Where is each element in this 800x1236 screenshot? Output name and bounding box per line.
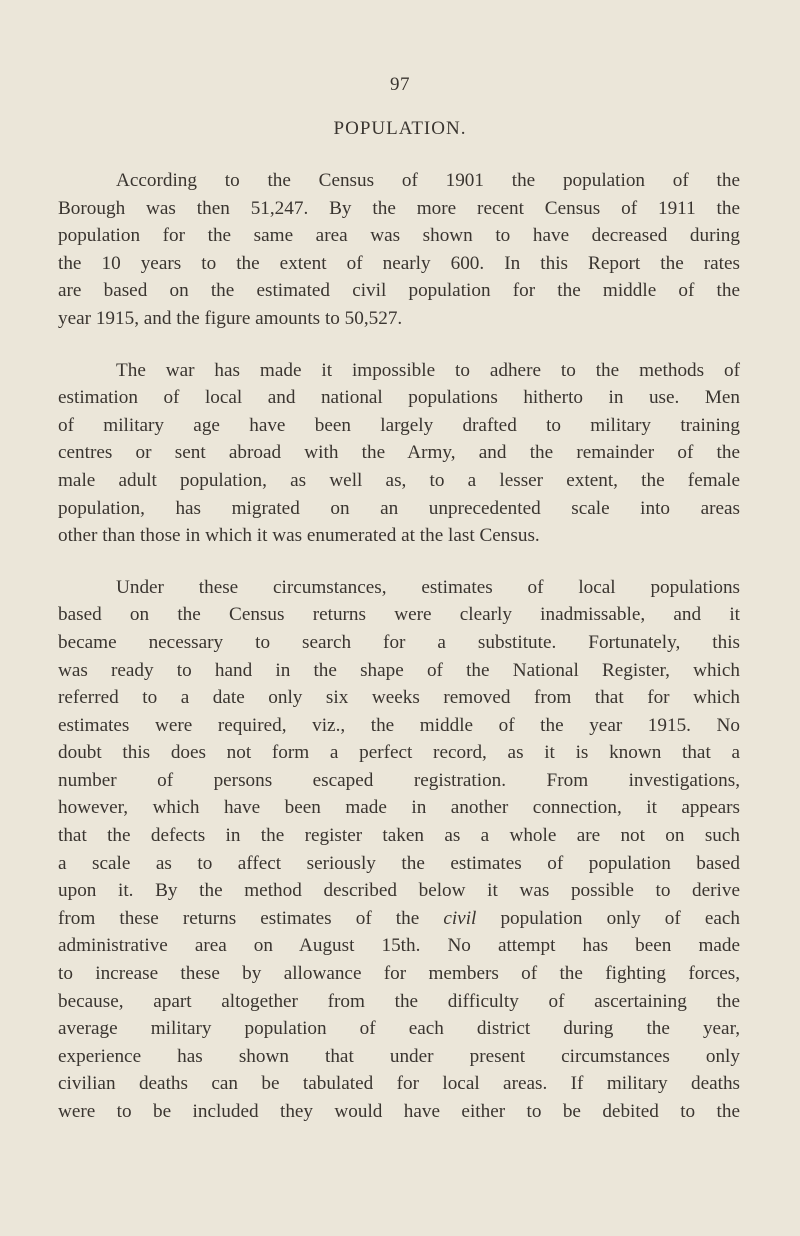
text-line: population for the same area was shown to have decreased during <box>58 225 740 247</box>
text-line: number of persons escaped registration. From investigations, <box>58 769 740 791</box>
text-line: other than those in which it was enumerated at the last Census. <box>58 525 540 547</box>
text-line: became necessary to search for a substitute. Fortunately, this <box>58 631 740 653</box>
text-line: upon it. By the method described below it was possible to derive <box>58 880 740 902</box>
text-line: doubt this does not form a perfect record, as it is known that a <box>58 742 740 764</box>
text-line: a scale as to affect seriously the estimates of population based <box>58 852 740 874</box>
text-line: to increase these by allowance for members of the fighting forces, <box>58 963 740 985</box>
text-line: that the defects in the register taken as a whole are not on such <box>58 825 740 847</box>
text-line: estimation of local and national populations hitherto in use. Men <box>58 387 740 409</box>
text-line: from these returns estimates of the civil population only of each <box>58 907 741 929</box>
paragraph-2 <box>58 357 740 550</box>
paragraph-3 <box>58 574 740 1126</box>
italic-word: civil <box>443 907 477 929</box>
paragraph-1 <box>58 167 740 333</box>
text-line: estimates were required, viz., the middle of the year 1915. No <box>58 714 740 736</box>
page-number: 97 <box>390 74 410 95</box>
text-line: are based on the estimated civil population for the middle of the <box>58 280 740 302</box>
text-line: was ready to hand in the shape of the National Register, which <box>58 659 740 681</box>
body-text <box>58 167 740 1126</box>
text-line: Under these circumstances, estimates of local populations <box>116 576 740 598</box>
text-line: civilian deaths can be tabulated for local areas. If military deaths <box>58 1073 740 1095</box>
text-line: year 1915, and the figure amounts to 50,527. <box>58 307 403 329</box>
text-line: administrative area on August 15th. No attempt has been made <box>58 935 740 957</box>
text-line: The war has made it impossible to adhere to the methods of <box>116 359 740 381</box>
text-line: referred to a date only six weeks removed from that for which <box>58 687 740 709</box>
text-line: population, has migrated on an unprecedented scale into areas <box>58 497 740 519</box>
text-line: were to be included they would have either to be debited to the <box>58 1101 740 1122</box>
text-line: According to the Census of 1901 the population of the <box>116 170 740 191</box>
text-line: of military age have been largely drafted to military training <box>58 414 740 436</box>
text-line: based on the Census returns were clearly inadmissable, and it <box>58 604 740 626</box>
text-line: experience has shown that under present circumstances only <box>58 1045 740 1067</box>
text-line: average military population of each district during the year, <box>58 1018 740 1040</box>
text-line: centres or sent abroad with the Army, and the remainder of the <box>58 442 740 464</box>
text-line: however, which have been made in another connection, it appears <box>58 797 740 819</box>
text-line: because, apart altogether from the difficulty of ascertaining the <box>58 990 740 1012</box>
text-line: Borough was then 51,247. By the more recent Census of 1911 the <box>58 197 740 219</box>
text-line: male adult population, as well as, to a lesser extent, the female <box>58 469 740 491</box>
page-title: POPULATION. <box>333 118 467 139</box>
text-line: the 10 years to the extent of nearly 600. In this Report the rates <box>58 252 740 274</box>
